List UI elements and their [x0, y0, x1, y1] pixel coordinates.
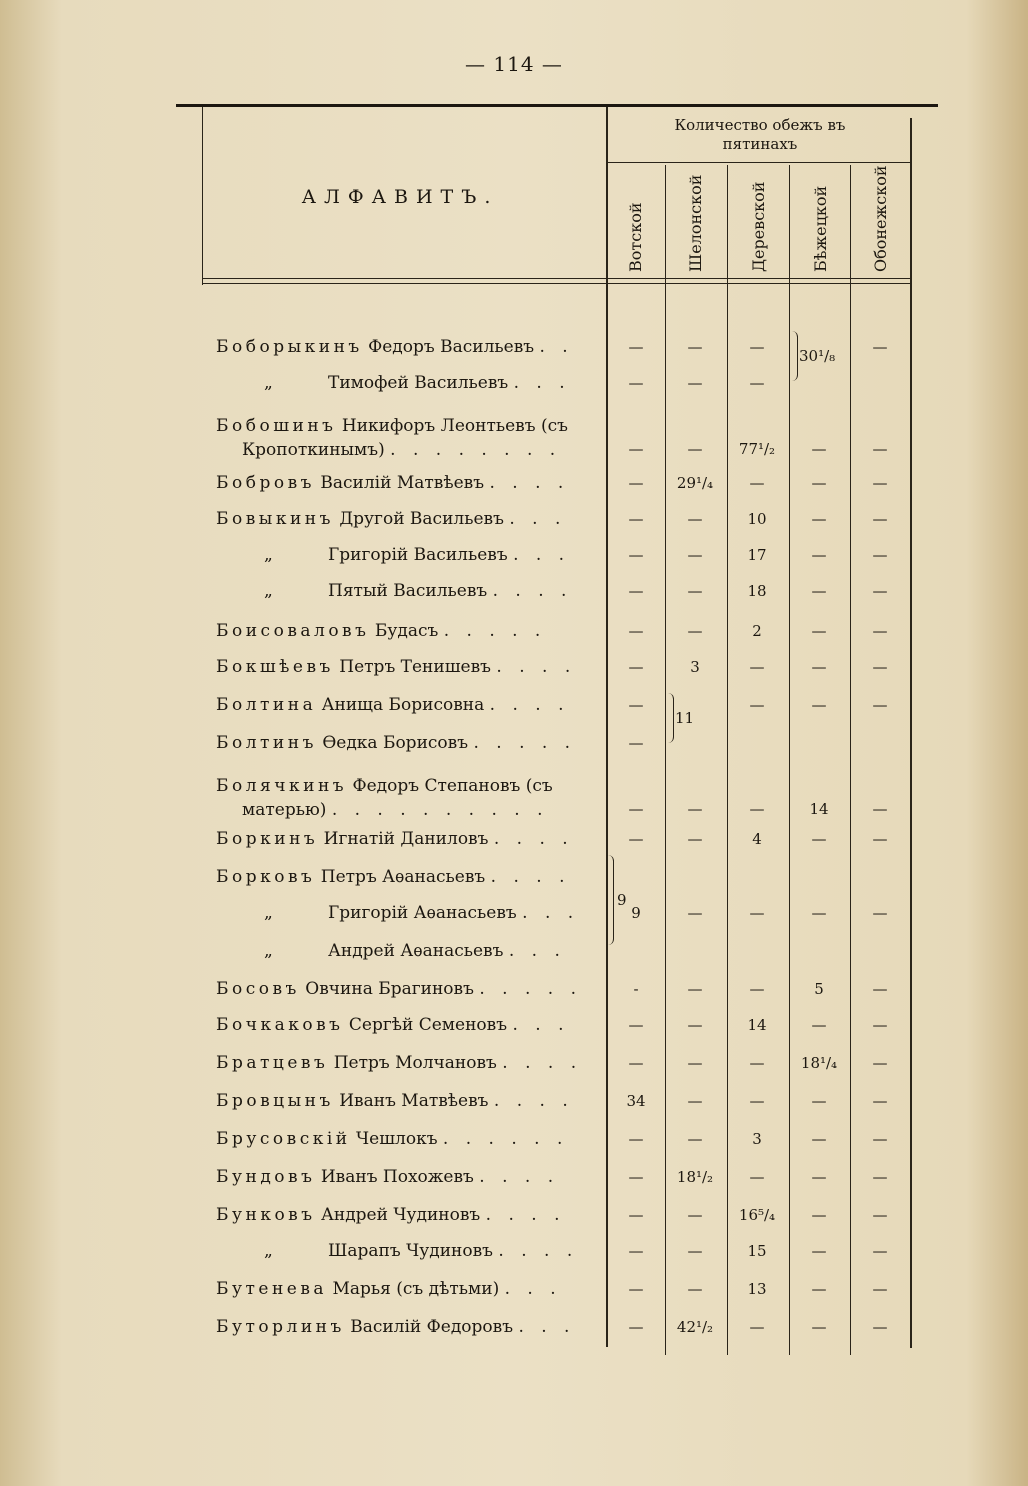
value-cell: —: [749, 904, 765, 922]
value-cell: —: [811, 1318, 827, 1336]
value-cell: —: [872, 800, 888, 818]
row-name: [216, 774, 600, 822]
value-cell: —: [749, 696, 765, 714]
value-cell: —: [628, 474, 644, 492]
ditto-mark: „: [264, 903, 273, 923]
row-name: [216, 866, 600, 888]
leader-dots: . . . .: [496, 657, 577, 677]
value-cell: —: [687, 800, 703, 818]
value-cell: —: [811, 658, 827, 676]
value-cell: —: [628, 658, 644, 676]
value-cell: —: [628, 696, 644, 714]
row-name: [216, 1204, 600, 1226]
value-cell: —: [811, 546, 827, 564]
value-cell: —: [811, 830, 827, 848]
given-name: Другой Васильевъ: [339, 509, 504, 529]
value-cell: —: [687, 904, 703, 922]
row-name: [216, 694, 600, 716]
row-name: [216, 656, 600, 678]
surname: Боборыкинъ: [216, 337, 363, 357]
value-cell: —: [687, 1206, 703, 1224]
value-cell: 14: [809, 800, 829, 818]
value-cell: 9: [631, 904, 641, 922]
surname: Борковъ: [216, 867, 316, 887]
value-cell: —: [872, 1206, 888, 1224]
row-name: [216, 1052, 600, 1074]
value-cell: —: [687, 374, 703, 392]
header-bottom-rule-2: [202, 283, 910, 284]
row-name: [216, 1014, 600, 1036]
column-header-bezhetskoi: Бѣжецкой: [811, 185, 830, 272]
value-cell: —: [749, 1092, 765, 1110]
given-name: Никифоръ Леонтьевъ (съ: [341, 416, 568, 436]
given-name: Василій Матвѣевъ: [320, 473, 485, 493]
value-cell: —: [628, 374, 644, 392]
name-continuation: матерью): [242, 800, 327, 820]
value-cell: 18¹/₄: [800, 1054, 838, 1072]
table-right-border: [910, 118, 912, 1348]
value-cell: —: [872, 338, 888, 356]
value-cell: —: [749, 374, 765, 392]
row-name: [216, 978, 600, 1000]
value-cell: —: [628, 1168, 644, 1186]
value-cell: —: [628, 800, 644, 818]
leader-dots: . . . . .: [443, 621, 547, 641]
value-cell: —: [687, 546, 703, 564]
row-name: [216, 828, 600, 850]
leader-dots: . . . .: [493, 829, 574, 849]
leader-dots: . . .: [522, 903, 580, 923]
value-cell: —: [749, 474, 765, 492]
row-name: [216, 372, 600, 394]
ditto-mark: „: [264, 545, 273, 565]
value-cell: —: [811, 510, 827, 528]
value-cell: -: [633, 980, 639, 998]
value-cell: —: [687, 582, 703, 600]
surname: Боркинъ: [216, 829, 319, 849]
row-name: [216, 508, 600, 530]
value-cell: —: [749, 980, 765, 998]
row-name: [216, 902, 600, 924]
value-cell: 29¹/₄: [676, 474, 714, 492]
value-cell: —: [687, 510, 703, 528]
row-name: [216, 1090, 600, 1112]
given-name: Сергѣй Семеновъ: [348, 1015, 508, 1035]
surname: Болтина: [216, 695, 317, 715]
leader-dots: . . . . .: [473, 733, 577, 753]
value-cell: —: [628, 1318, 644, 1336]
given-name: Андрей Чудиновъ: [320, 1205, 481, 1225]
value-cell: —: [749, 1318, 765, 1336]
value-cell: —: [628, 510, 644, 528]
value-cell: —: [628, 622, 644, 640]
leader-dots: . . . . .: [479, 979, 582, 999]
row-name: [216, 732, 600, 754]
value-cell: —: [872, 1242, 888, 1260]
given-name: Василій Федоровъ: [350, 1317, 514, 1337]
surname: Бобровъ: [216, 473, 315, 493]
leader-dots: . . .: [518, 1317, 576, 1337]
surname: Бобошинъ: [216, 416, 337, 436]
value-cell: —: [811, 1130, 827, 1148]
value-cell: —: [687, 1092, 703, 1110]
grouping-brace: [607, 855, 614, 945]
given-name: Анища Борисовна: [321, 695, 485, 715]
value-cell: —: [811, 1242, 827, 1260]
value-cell: —: [628, 830, 644, 848]
value-cell: —: [811, 904, 827, 922]
value-cell: 77¹/₂: [738, 440, 776, 458]
surname: Бутенева: [216, 1279, 328, 1299]
leader-dots: . . .: [508, 941, 566, 961]
row-name: [216, 1316, 600, 1338]
value-cell: —: [628, 1242, 644, 1260]
surname: Болячкинъ: [216, 776, 348, 796]
value-cell: —: [628, 546, 644, 564]
value-cell: —: [872, 658, 888, 676]
value-cell: —: [628, 734, 644, 752]
value-cell: 42¹/₂: [676, 1318, 714, 1336]
given-name: Ѳедка Борисовъ: [322, 733, 469, 753]
value-cell: —: [749, 800, 765, 818]
row-name: [216, 1278, 600, 1300]
value-cell: —: [687, 1130, 703, 1148]
value-cell: —: [628, 1016, 644, 1034]
group-header-rule: [607, 162, 911, 163]
value-cell: —: [811, 1280, 827, 1298]
value-cell: —: [811, 696, 827, 714]
leader-dots: . . . .: [490, 867, 571, 887]
value-cell: —: [872, 830, 888, 848]
value-cell: 5: [814, 980, 824, 998]
value-cell: —: [872, 696, 888, 714]
given-name: Пятый Васильевъ: [328, 581, 488, 601]
leader-dots: . .: [539, 337, 574, 357]
leader-dots: . . .: [512, 1015, 570, 1035]
row-name: [216, 544, 600, 566]
top-rule: [176, 104, 938, 107]
value-cell: —: [687, 338, 703, 356]
value-cell: —: [628, 1130, 644, 1148]
names-column-divider: [606, 107, 608, 1347]
leader-dots: . . . . . . . .: [390, 440, 562, 460]
surname: Буторлинъ: [216, 1317, 345, 1337]
value-cell: —: [628, 582, 644, 600]
value-cell: —: [687, 1242, 703, 1260]
value-cell: —: [749, 1168, 765, 1186]
value-cell: —: [811, 1206, 827, 1224]
row-name: [216, 620, 600, 642]
leader-dots: . . . .: [493, 1091, 574, 1111]
value-cell: —: [872, 622, 888, 640]
column-header-shelonskoi: Шелонской: [686, 174, 705, 272]
given-name: Марья (съ дѣтьми): [332, 1279, 500, 1299]
leader-dots: . . . .: [489, 695, 570, 715]
column-header-derevskoi: Деревской: [749, 181, 768, 272]
row-name: [216, 1166, 600, 1188]
column-header-obonezhskoi: Обонежской: [871, 165, 890, 272]
surname: Босовъ: [216, 979, 300, 999]
leader-dots: . . . .: [492, 581, 573, 601]
given-name: Петръ Тенишевъ: [339, 657, 491, 677]
grouping-brace: [667, 693, 674, 743]
ditto-mark: „: [264, 941, 273, 961]
value-cell: 3: [752, 1130, 762, 1148]
value-cell: —: [872, 1092, 888, 1110]
given-name: Петръ Аѳанасьевъ: [320, 867, 486, 887]
value-cell: —: [628, 440, 644, 458]
given-name: Игнатій Даниловъ: [323, 829, 489, 849]
surname: Бунковъ: [216, 1205, 316, 1225]
leader-dots: . . . .: [489, 473, 570, 493]
given-name: Иванъ Похожевъ: [320, 1167, 474, 1187]
row-name: [216, 1128, 600, 1150]
value-cell: —: [687, 1016, 703, 1034]
leader-dots: . . .: [504, 1279, 562, 1299]
grouped-value: 11: [675, 709, 695, 727]
given-name: Иванъ Матвѣевъ: [339, 1091, 489, 1111]
name-continuation: Кропоткинымъ): [242, 440, 385, 460]
surname: Брусовскій: [216, 1129, 351, 1149]
leader-dots: . . . .: [479, 1167, 560, 1187]
leader-dots: . . .: [513, 373, 571, 393]
column-header-votskoi: Вотской: [626, 202, 645, 272]
value-cell: —: [749, 338, 765, 356]
value-cell: —: [811, 474, 827, 492]
value-cell: 34: [626, 1092, 646, 1110]
row-name: [216, 1240, 600, 1262]
value-cell: 14: [747, 1016, 767, 1034]
value-cell: 16⁵/₄: [738, 1206, 776, 1224]
value-cell: —: [687, 980, 703, 998]
value-cell: 18¹/₂: [676, 1168, 714, 1186]
group-header: Количество обежъ въ пятинахъ: [674, 116, 846, 153]
value-cell: 18: [747, 582, 767, 600]
value-cell: —: [687, 1280, 703, 1298]
value-cell: —: [872, 582, 888, 600]
leader-dots: . . . . . .: [442, 1129, 569, 1149]
given-name: Федоръ Степановъ (съ: [352, 776, 553, 796]
leader-dots: . . . .: [502, 1053, 583, 1073]
value-cell: —: [872, 1168, 888, 1186]
surname: Бовыкинъ: [216, 509, 334, 529]
row-name: [216, 414, 600, 462]
value-cell: 13: [747, 1280, 767, 1298]
value-cell: —: [687, 440, 703, 458]
value-cell: —: [872, 1280, 888, 1298]
ditto-mark: „: [264, 581, 273, 601]
value-cell: —: [749, 658, 765, 676]
value-cell: —: [872, 904, 888, 922]
leader-dots: . . . . . . . . . .: [331, 800, 549, 820]
value-cell: —: [687, 622, 703, 640]
row-name: [216, 472, 600, 494]
given-name: Петръ Молчановъ: [333, 1053, 497, 1073]
value-cell: —: [628, 1280, 644, 1298]
surname: Болтинъ: [216, 733, 317, 753]
given-name: Чешлокъ: [356, 1129, 438, 1149]
value-cell: —: [811, 1168, 827, 1186]
given-name: Федоръ Васильевъ: [368, 337, 535, 357]
value-cell: 15: [747, 1242, 767, 1260]
surname: Бровцынъ: [216, 1091, 334, 1111]
given-name: Будасъ: [374, 621, 439, 641]
grouped-value: 30¹/₈: [799, 347, 836, 365]
value-cell: —: [628, 1054, 644, 1072]
row-name: [216, 336, 600, 358]
value-cell: —: [872, 474, 888, 492]
value-cell: —: [872, 1054, 888, 1072]
grouped-value: 9: [617, 891, 627, 909]
leader-dots: . . . .: [485, 1205, 566, 1225]
surname: Боисоваловъ: [216, 621, 370, 641]
leader-dots: . . .: [513, 545, 571, 565]
value-cell: —: [872, 546, 888, 564]
header-bottom-rule: [202, 278, 910, 279]
value-cell: —: [811, 440, 827, 458]
value-cell: —: [811, 622, 827, 640]
given-name: Шарапъ Чудиновъ: [328, 1241, 493, 1261]
given-name: Григорій Аѳанасьевъ: [328, 903, 517, 923]
value-cell: —: [872, 1318, 888, 1336]
given-name: Тимофей Васильевъ: [328, 373, 509, 393]
value-cell: —: [811, 582, 827, 600]
value-cell: —: [872, 1130, 888, 1148]
surname: Братцевъ: [216, 1053, 329, 1073]
surname: Бокшѣевъ: [216, 657, 334, 677]
value-cell: 4: [752, 830, 762, 848]
value-cell: —: [872, 440, 888, 458]
table-title: АЛФАВИТЪ.: [301, 186, 499, 208]
value-cell: —: [687, 1054, 703, 1072]
given-name: Андрей Аѳанасьевъ: [328, 941, 504, 961]
value-cell: —: [749, 1054, 765, 1072]
leader-dots: . . .: [509, 509, 567, 529]
surname: Бундовъ: [216, 1167, 316, 1187]
value-cell: —: [811, 1016, 827, 1034]
value-cell: 3: [690, 658, 700, 676]
leader-dots: . . . .: [498, 1241, 579, 1261]
value-cell: —: [811, 1092, 827, 1110]
grouping-brace: [791, 331, 798, 381]
ditto-mark: „: [264, 373, 273, 393]
value-cell: —: [628, 1206, 644, 1224]
value-cell: —: [687, 830, 703, 848]
value-cell: 2: [752, 622, 762, 640]
given-name: Григорій Васильевъ: [328, 545, 508, 565]
row-name: [216, 940, 600, 962]
ditto-mark: „: [264, 1241, 273, 1261]
given-name: Овчина Брагиновъ: [305, 979, 474, 999]
value-cell: —: [872, 510, 888, 528]
value-cell: —: [872, 980, 888, 998]
row-name: [216, 580, 600, 602]
value-cell: —: [872, 1016, 888, 1034]
page-number: — 114 —: [465, 52, 563, 76]
value-cell: 17: [747, 546, 767, 564]
surname: Бочкаковъ: [216, 1015, 344, 1035]
value-cell: —: [628, 338, 644, 356]
value-cell: 10: [747, 510, 767, 528]
